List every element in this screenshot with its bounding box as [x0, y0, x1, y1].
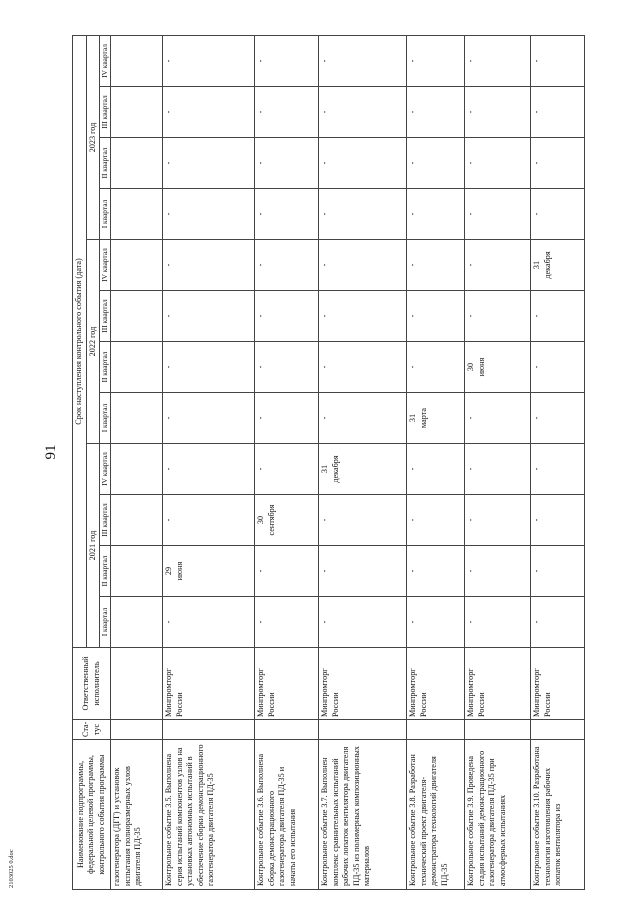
empty-quarter-cell: - [255, 291, 319, 342]
table-row [407, 35, 465, 889]
header-name: Наименование подпрограммы, федеральной целевой программы, контрольного события программы [73, 740, 111, 890]
event-executor: Минпромторг России [531, 648, 585, 720]
empty-quarter-cell [111, 597, 163, 648]
deadline-date [163, 546, 255, 597]
empty-quarter-cell: - [255, 87, 319, 138]
deadline-day: 31 [408, 413, 418, 423]
header-quarter: IV квартал [100, 240, 111, 291]
empty-quarter-cell: - [465, 291, 531, 342]
header-quarter: II квартал [100, 342, 111, 393]
empty-quarter-cell: - [319, 35, 407, 86]
empty-quarter-cell: - [163, 342, 255, 393]
empty-quarter-cell: - [531, 342, 585, 393]
empty-quarter-cell: - [163, 444, 255, 495]
empty-quarter-cell: - [163, 291, 255, 342]
deadline-month: июня [476, 357, 486, 377]
empty-quarter-cell: - [255, 546, 319, 597]
header-status: Ста-тус [73, 720, 111, 740]
deadline-month: декабря [330, 455, 340, 483]
page-number: 91 [43, 444, 59, 460]
empty-quarter-cell: - [255, 138, 319, 189]
deadline-day: 30 [466, 362, 476, 372]
footer-filename: 2103025 0.doc [8, 849, 15, 888]
empty-quarter-cell: - [319, 342, 407, 393]
deadline-day: 30 [256, 515, 266, 525]
deadline-day: 31 [320, 464, 330, 474]
empty-quarter-cell: - [319, 291, 407, 342]
event-status [111, 720, 163, 740]
empty-quarter-cell: - [255, 597, 319, 648]
empty-quarter-cell [111, 189, 163, 240]
event-status [255, 720, 319, 740]
empty-quarter-cell: - [407, 291, 465, 342]
header-executor: Ответственный исполнитель [73, 648, 111, 720]
event-name: Контрольное событие 3.8. Разработан технический проект двигателя-демонстратора технологий двигателя ПД-35 [407, 740, 465, 890]
empty-quarter-cell: - [319, 546, 407, 597]
deadline-date [531, 240, 585, 291]
event-executor: Минпромторг России [465, 648, 531, 720]
event-name: Контрольное событие 3.10. Разработана технология изготовления рабочих лопаток вентилятора из [531, 740, 585, 890]
empty-quarter-cell: - [407, 87, 465, 138]
empty-quarter-cell [111, 444, 163, 495]
event-status [407, 720, 465, 740]
empty-quarter-cell [111, 87, 163, 138]
empty-quarter-cell: - [465, 495, 531, 546]
empty-quarter-cell: - [319, 495, 407, 546]
empty-quarter-cell: - [531, 444, 585, 495]
header-quarter: IV квартал [100, 444, 111, 495]
table-row [255, 35, 319, 889]
rotated-table-wrapper [72, 35, 632, 890]
empty-quarter-cell: - [255, 393, 319, 444]
header-quarter: I квартал [100, 189, 111, 240]
empty-quarter-cell: - [407, 495, 465, 546]
deadline-month: марта [418, 407, 428, 429]
deadline-day: 31 [532, 260, 542, 270]
event-executor: Минпромторг России [319, 648, 407, 720]
control-events-table [72, 35, 585, 890]
empty-quarter-cell: - [531, 35, 585, 86]
empty-quarter-cell: - [319, 597, 407, 648]
empty-quarter-cell: - [255, 240, 319, 291]
empty-quarter-cell [111, 342, 163, 393]
event-executor: Минпромторг России [407, 648, 465, 720]
event-executor: Минпромторг России [255, 648, 319, 720]
empty-quarter-cell: - [531, 189, 585, 240]
empty-quarter-cell: - [465, 35, 531, 86]
deadline-month: июня [174, 561, 184, 581]
empty-quarter-cell: - [407, 138, 465, 189]
empty-quarter-cell: - [163, 495, 255, 546]
empty-quarter-cell: - [255, 35, 319, 86]
header-quarter: I квартал [100, 597, 111, 648]
empty-quarter-cell: - [163, 35, 255, 86]
empty-quarter-cell: - [163, 87, 255, 138]
empty-quarter-cell: - [407, 35, 465, 86]
event-name: Контрольное событие 3.5. Выполнена серия испытаний компонентов узлов на установках автономных испытаний в обеспечение сборки демонстрационного газогенератора двигателя ПД-35 [163, 740, 255, 890]
empty-quarter-cell: - [407, 546, 465, 597]
table-row [531, 35, 585, 889]
header-quarter: III квартал [100, 87, 111, 138]
header-year-2023: 2023 год [86, 35, 100, 239]
empty-quarter-cell: - [465, 240, 531, 291]
event-name: Контрольное событие 3.6. Выполнена сборка демонстрационного газогенератора двигателя ПД-35 и начаты его испытания [255, 740, 319, 890]
empty-quarter-cell [111, 495, 163, 546]
empty-quarter-cell: - [531, 138, 585, 189]
table-row [111, 35, 163, 889]
header-year-2021: 2021 год [86, 444, 100, 648]
empty-quarter-cell: - [465, 87, 531, 138]
empty-quarter-cell: - [163, 597, 255, 648]
empty-quarter-cell: - [319, 189, 407, 240]
empty-quarter-cell: - [163, 393, 255, 444]
event-status [319, 720, 407, 740]
event-status [531, 720, 585, 740]
empty-quarter-cell: - [531, 87, 585, 138]
event-executor [111, 648, 163, 720]
empty-quarter-cell [111, 393, 163, 444]
empty-quarter-cell: - [407, 597, 465, 648]
header-deadline: Срок наступления контрольного события (дата) [73, 35, 87, 647]
empty-quarter-cell: - [407, 444, 465, 495]
event-status [465, 720, 531, 740]
header-quarter: III квартал [100, 291, 111, 342]
empty-quarter-cell: - [465, 444, 531, 495]
event-name: Контрольное событие 3.7. Выполнен комплекс сравнительных испытаний рабочих лопаток вентилятора двигателя ПД-35 из полимерных композиционных материалов [319, 740, 407, 890]
table-body [111, 35, 585, 889]
deadline-date [319, 444, 407, 495]
empty-quarter-cell: - [465, 189, 531, 240]
empty-quarter-cell: - [319, 138, 407, 189]
event-executor: Минпромторг России [163, 648, 255, 720]
empty-quarter-cell: - [465, 138, 531, 189]
empty-quarter-cell: - [407, 240, 465, 291]
empty-quarter-cell: - [319, 87, 407, 138]
header-quarter: II квартал [100, 546, 111, 597]
header-year-2022: 2022 год [86, 240, 100, 444]
empty-quarter-cell: - [531, 393, 585, 444]
empty-quarter-cell: - [163, 240, 255, 291]
empty-quarter-cell: - [163, 138, 255, 189]
event-status [163, 720, 255, 740]
empty-quarter-cell: - [465, 546, 531, 597]
empty-quarter-cell: - [531, 597, 585, 648]
deadline-month: сентября [266, 504, 276, 536]
empty-quarter-cell: - [407, 342, 465, 393]
deadline-day: 29 [164, 566, 174, 576]
table-row [319, 35, 407, 889]
empty-quarter-cell: - [255, 342, 319, 393]
empty-quarter-cell: - [255, 189, 319, 240]
deadline-date [465, 342, 531, 393]
empty-quarter-cell [111, 138, 163, 189]
deadline-date [407, 393, 465, 444]
empty-quarter-cell: - [465, 393, 531, 444]
empty-quarter-cell [111, 546, 163, 597]
empty-quarter-cell: - [407, 189, 465, 240]
deadline-month: декабря [542, 251, 552, 279]
empty-quarter-cell: - [465, 597, 531, 648]
empty-quarter-cell [111, 291, 163, 342]
empty-quarter-cell [111, 240, 163, 291]
empty-quarter-cell: - [319, 393, 407, 444]
empty-quarter-cell [111, 35, 163, 86]
empty-quarter-cell: - [531, 495, 585, 546]
empty-quarter-cell: - [319, 240, 407, 291]
event-name: Контрольное событие 3.9. Проведена стадия испытаний демонстрационного газогенератора двигателя ПД-35 при атмосферных испытаниях [465, 740, 531, 890]
table-header [73, 35, 111, 889]
deadline-date [255, 495, 319, 546]
header-quarter: II квартал [100, 138, 111, 189]
empty-quarter-cell: - [531, 546, 585, 597]
event-name: газогенератора (ДГГ) и установок испытания полноразмерных узлов двигателя ПД-35 [111, 740, 163, 890]
header-quarter: IV квартал [100, 35, 111, 86]
header-quarter: III квартал [100, 495, 111, 546]
table-row [465, 35, 531, 889]
empty-quarter-cell: - [255, 444, 319, 495]
empty-quarter-cell: - [163, 189, 255, 240]
empty-quarter-cell: - [531, 291, 585, 342]
header-quarter: I квартал [100, 393, 111, 444]
table-row [163, 35, 255, 889]
